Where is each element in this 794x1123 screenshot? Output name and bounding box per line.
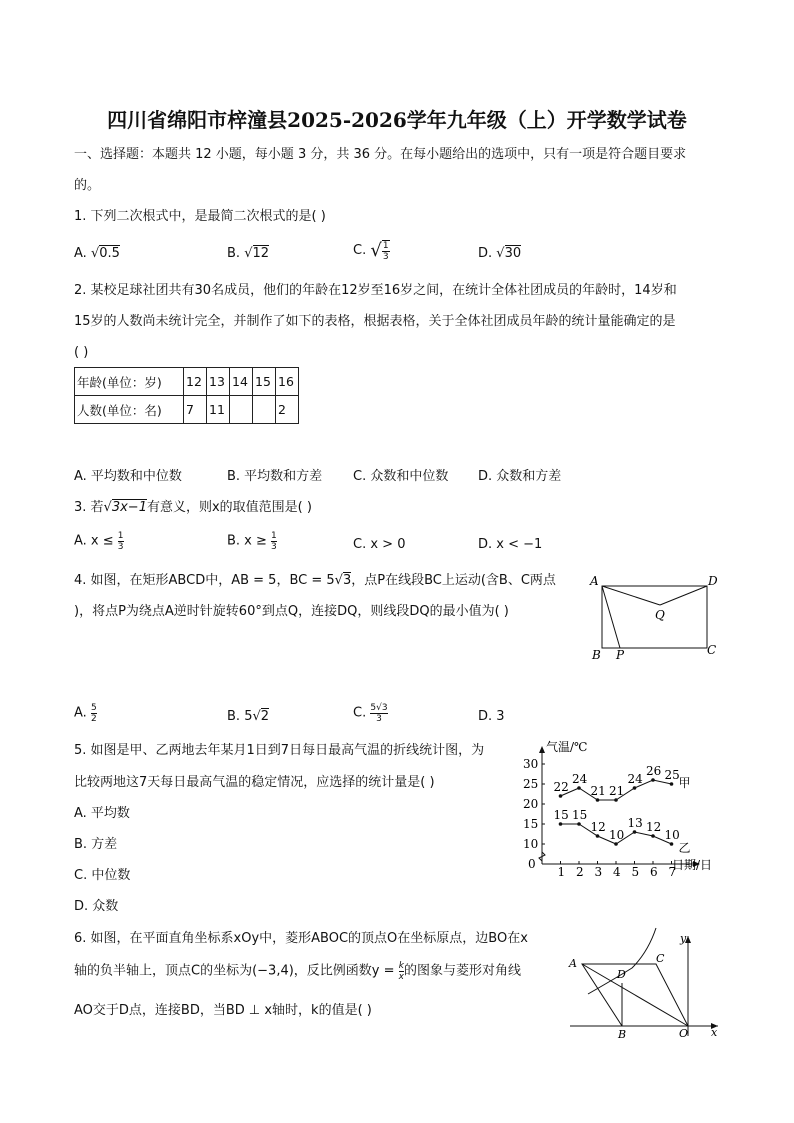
denominator: x — [398, 972, 404, 982]
x-axis-label: 日期/日 — [672, 858, 713, 872]
y-axis-arrow — [539, 746, 545, 753]
numerator: 5√3 — [370, 703, 388, 713]
q1-option-b[interactable] — [227, 245, 269, 263]
sqrt-sign: √ — [334, 573, 343, 588]
q4-option-d[interactable] — [478, 708, 505, 726]
x-tick-label: 6 — [650, 865, 658, 879]
axis-label-x: x — [711, 1026, 718, 1039]
q2-stem-line1: 2. 某校足球社团共有30名成员，他们的年龄在12岁至16岁之间，在统计全体社团成员的年龄时，14岁和 — [74, 283, 677, 298]
segment-aq — [602, 586, 660, 605]
q1-option-d[interactable] — [478, 245, 521, 263]
q4-option-a[interactable] — [74, 703, 97, 731]
sqrt-sign: √ — [370, 240, 382, 261]
q2-option-d[interactable]: D. 众数和方差 — [478, 469, 562, 484]
q2-stem-line2: 15岁的人数尚未统计完全，并制作了如下的表格，根据表格，关于全体社团成员年龄的统计量能确定的是 — [74, 314, 676, 329]
data-point — [596, 834, 600, 838]
option-letter: C. — [353, 705, 367, 721]
q1-stem: 1. 下列二次根式中，是最简二次根式的是( ) — [74, 209, 326, 224]
data-label: 10 — [609, 828, 625, 842]
option-letter: B. — [227, 709, 241, 724]
denominator: 3 — [376, 714, 382, 724]
table-header-cell: 年龄(单位：岁) — [75, 368, 184, 396]
data-point — [651, 834, 655, 838]
q4-stem-line1 — [74, 572, 556, 590]
rectangle-figure — [585, 572, 725, 664]
data-point — [577, 786, 581, 790]
table-cell: 14 — [230, 368, 253, 396]
q3-suffix: 有意义，则x的取值范围是( ) — [146, 500, 312, 515]
point-label-c: C — [707, 643, 717, 657]
denominator: 3 — [117, 542, 124, 552]
data-label: 22 — [553, 780, 569, 794]
q6-stem-line2 — [74, 961, 521, 989]
x-tick-label: 2 — [576, 865, 584, 879]
option-letter: A. — [74, 246, 87, 261]
radicand: 2 — [260, 709, 270, 724]
table-cell — [230, 396, 253, 424]
option-letter: C. — [353, 243, 367, 258]
option-coefficient: 5 — [244, 709, 253, 724]
q4-option-c[interactable] — [353, 703, 388, 731]
numerator: k — [398, 961, 404, 971]
data-point — [559, 822, 563, 826]
data-point — [670, 842, 674, 846]
page-title: 四川省绵阳市梓潼县2025-2026学年九年级（上）开学数学试卷 — [107, 108, 687, 132]
option-letter: B. — [227, 246, 241, 261]
series-name: 甲 — [678, 776, 691, 790]
x-tick-label: 4 — [613, 865, 621, 879]
fraction — [91, 703, 97, 724]
y-axis-label: 气温/℃ — [546, 740, 588, 754]
q6-stem-line1: 6. 如图，在平面直角坐标系xOy中，菱形ABOC的顶点O在坐标原点，边BO在x — [74, 931, 528, 946]
q3-stem — [74, 499, 312, 517]
option-letter: D. — [478, 246, 493, 261]
denominator: 3 — [271, 542, 277, 552]
q3-option-d[interactable]: D. x < −1 — [478, 537, 543, 552]
option-value: 3 — [496, 709, 505, 724]
age-table — [74, 367, 299, 424]
y-tick-label: 20 — [523, 797, 539, 811]
point-label-d: D — [708, 574, 718, 588]
q6-text-a: 轴的负半轴上，顶点C的坐标为(−3,4)，反比例函数y = — [74, 963, 395, 979]
data-label: 15 — [572, 808, 588, 822]
x-tick-label: 3 — [594, 865, 603, 879]
q5-option-c[interactable]: C. 中位数 — [74, 868, 131, 883]
q1-option-c[interactable] — [353, 240, 390, 268]
radicand: 3x−1 — [111, 500, 147, 515]
point-label-p: P — [616, 648, 625, 662]
q3-option-a[interactable] — [74, 531, 124, 559]
q6-text-b: 的图象与菱形对角线 — [403, 963, 521, 979]
data-label: 15 — [553, 808, 569, 822]
data-point — [633, 830, 637, 834]
data-point — [614, 842, 618, 846]
section-heading: 一、选择题：本题共 12 小题，每小题 3 分，共 36 分。在每小题给出的选项中，只有一项是符合题目要求 — [74, 147, 687, 162]
table-row — [75, 396, 299, 424]
data-label: 12 — [590, 820, 606, 834]
data-label: 12 — [646, 820, 662, 834]
segment-dq — [660, 586, 707, 605]
sqrt-sign: √ — [244, 246, 253, 261]
x-tick-label: 5 — [631, 865, 640, 879]
fraction — [118, 531, 124, 552]
radicand: 0.5 — [99, 246, 120, 261]
y-tick-label: 30 — [523, 757, 539, 771]
option-letter: A. — [74, 705, 87, 721]
q2-stem-line3: ( ) — [74, 345, 89, 360]
fraction — [370, 703, 387, 724]
section-heading-cont: 的。 — [74, 178, 101, 193]
q4-option-b[interactable] — [227, 708, 269, 726]
data-point — [614, 798, 618, 802]
table-cell: 13 — [207, 368, 230, 396]
fraction — [271, 531, 277, 552]
sqrt-sign: √ — [90, 246, 100, 261]
q5-stem-line1: 5. 如图是甲、乙两地去年某月1日到7日每日最高气温的折线统计图，为 — [74, 743, 485, 758]
table-cell: 11 — [207, 396, 230, 424]
segment-ap — [602, 586, 620, 648]
q2-option-b[interactable]: B. 平均数和方差 — [227, 469, 323, 484]
table-row — [75, 368, 299, 396]
numerator: 1 — [271, 531, 277, 541]
table-cell: 7 — [184, 396, 207, 424]
radicand: 30 — [504, 246, 522, 261]
denominator: 2 — [90, 714, 97, 724]
point-label-o: O — [679, 1027, 689, 1040]
point-label-b: B — [618, 1028, 627, 1041]
data-label: 21 — [590, 784, 606, 798]
point-label-c: C — [656, 952, 665, 965]
x-tick-label: 1 — [557, 865, 566, 879]
option-text: A. x ≤ — [74, 533, 114, 549]
denominator: 3 — [382, 252, 389, 262]
table-cell: 15 — [253, 368, 276, 396]
rhombus-figure — [566, 926, 726, 1040]
point-label-q: Q — [655, 608, 665, 622]
data-point — [559, 794, 563, 798]
y-tick-label: 25 — [523, 777, 539, 791]
point-label-b: B — [592, 648, 601, 662]
data-label: 10 — [664, 828, 680, 842]
q1-option-a[interactable] — [74, 245, 120, 263]
data-point — [633, 786, 637, 790]
axis-label-y: y — [680, 932, 687, 945]
radicand: 12 — [252, 246, 270, 261]
temperature-line-chart — [518, 740, 730, 882]
y-tick-label: 10 — [523, 837, 539, 851]
data-point — [577, 822, 581, 826]
data-label: 21 — [609, 784, 625, 798]
data-label: 24 — [627, 772, 643, 786]
numerator: 1 — [117, 531, 124, 541]
series-name: 乙 — [678, 841, 691, 855]
numerator: 1 — [382, 241, 389, 251]
fraction — [382, 240, 390, 262]
table-header-cell: 人数(单位：名) — [75, 396, 184, 424]
q5-option-a[interactable]: A. 平均数 — [74, 806, 130, 821]
option-letter: D. — [478, 709, 493, 724]
data-label: 24 — [572, 772, 588, 786]
q6-stem-line3: AO交于D点，连接BD，当BD ⊥ x轴时，k的值是( ) — [74, 1003, 372, 1018]
q3-prefix: 3. 若 — [74, 500, 104, 515]
data-label: 25 — [664, 768, 680, 782]
data-label: 13 — [627, 816, 643, 830]
q5-option-d[interactable]: D. 众数 — [74, 899, 119, 914]
data-label: 26 — [646, 764, 662, 778]
option-text: B. x ≥ — [227, 533, 267, 549]
data-point — [596, 798, 600, 802]
q4-text-a: 4. 如图，在矩形ABCD中，AB = 5，BC = 5 — [74, 573, 335, 588]
q4-text-b: ，点P在线段BC上运动(含B、C两点 — [351, 573, 556, 588]
table-cell — [253, 396, 276, 424]
y-tick-label: 15 — [523, 817, 539, 831]
sqrt-sign: √ — [496, 246, 505, 261]
q4-stem-line2: )，将点P为绕点A逆时针旋转60°到点Q，连接DQ，则线段DQ的最小值为( ) — [74, 604, 509, 619]
q2-option-a[interactable]: A. 平均数和中位数 — [74, 469, 182, 484]
data-point — [651, 778, 655, 782]
q5-option-b[interactable]: B. 方差 — [74, 837, 118, 852]
data-point — [670, 782, 674, 786]
q2-option-c[interactable]: C. 众数和中位数 — [353, 469, 449, 484]
x-tick-label: 7 — [668, 865, 677, 879]
q5-stem-line2: 比较两地这7天每日最高气温的稳定情况，应选择的统计量是( ) — [74, 775, 435, 790]
point-label-a: A — [590, 574, 599, 588]
origin-label: 0 — [528, 857, 536, 871]
point-label-a: A — [569, 957, 577, 970]
sqrt-sign: √ — [103, 500, 112, 515]
numerator: 5 — [90, 703, 97, 713]
table-cell: 16 — [276, 368, 299, 396]
sqrt-sign: √ — [252, 709, 261, 724]
table-cell: 12 — [184, 368, 207, 396]
table-cell: 2 — [276, 396, 299, 424]
q3-option-b[interactable] — [227, 531, 277, 559]
radicand: 3 — [342, 573, 352, 588]
point-label-d: D — [617, 968, 626, 981]
q3-option-c[interactable]: C. x > 0 — [353, 537, 406, 552]
